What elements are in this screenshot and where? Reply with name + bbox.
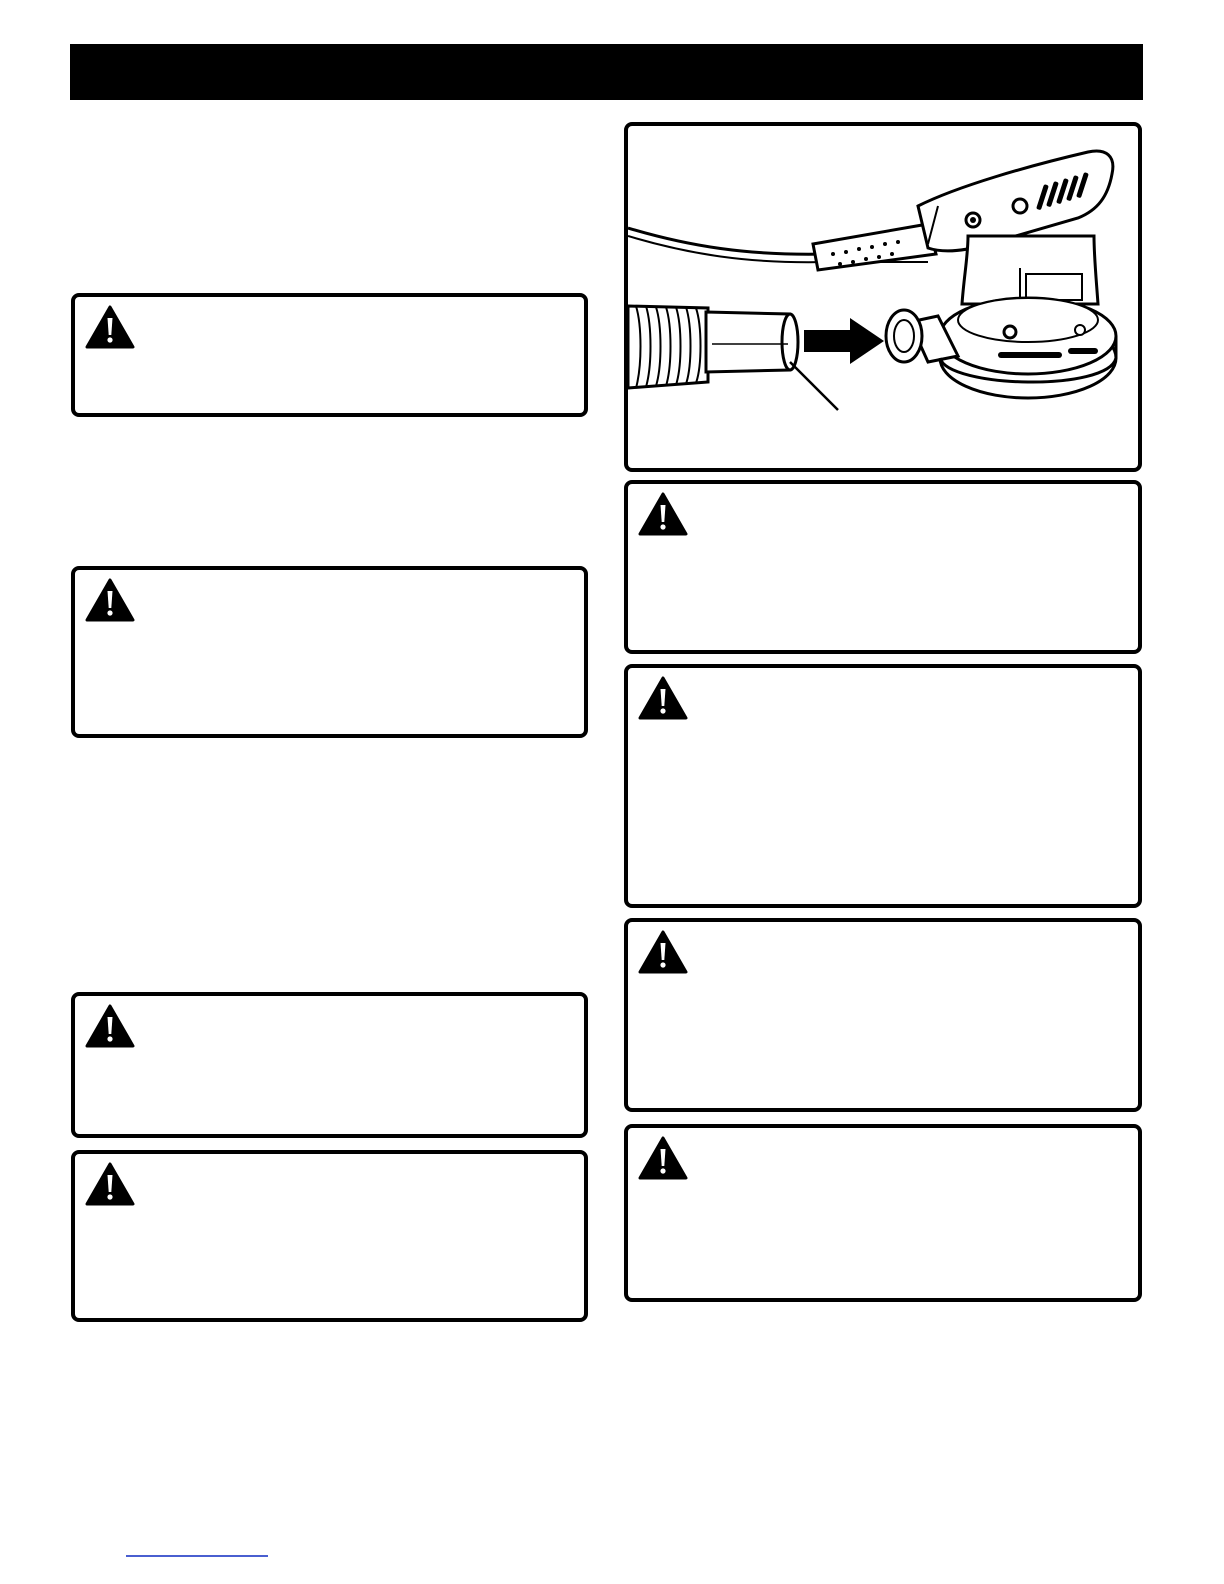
header-bar (70, 44, 1143, 100)
footer-link-underline[interactable] (126, 1555, 268, 1557)
warning-triangle-icon (85, 578, 135, 622)
warning-box-5 (624, 480, 1142, 654)
warning-box-1 (71, 293, 588, 417)
warning-box-4 (71, 1150, 588, 1322)
sander-illustration (628, 126, 1138, 468)
warning-triangle-icon (638, 930, 688, 974)
warning-triangle-icon (85, 1162, 135, 1206)
sander-figure (624, 122, 1142, 472)
warning-box-7 (624, 918, 1142, 1112)
warning-box-3 (71, 992, 588, 1138)
warning-triangle-icon (638, 676, 688, 720)
warning-box-6 (624, 664, 1142, 908)
warning-triangle-icon (638, 1136, 688, 1180)
warning-triangle-icon (85, 1004, 135, 1048)
warning-triangle-icon (638, 492, 688, 536)
warning-box-8 (624, 1124, 1142, 1302)
warning-triangle-icon (85, 305, 135, 349)
warning-box-2 (71, 566, 588, 738)
